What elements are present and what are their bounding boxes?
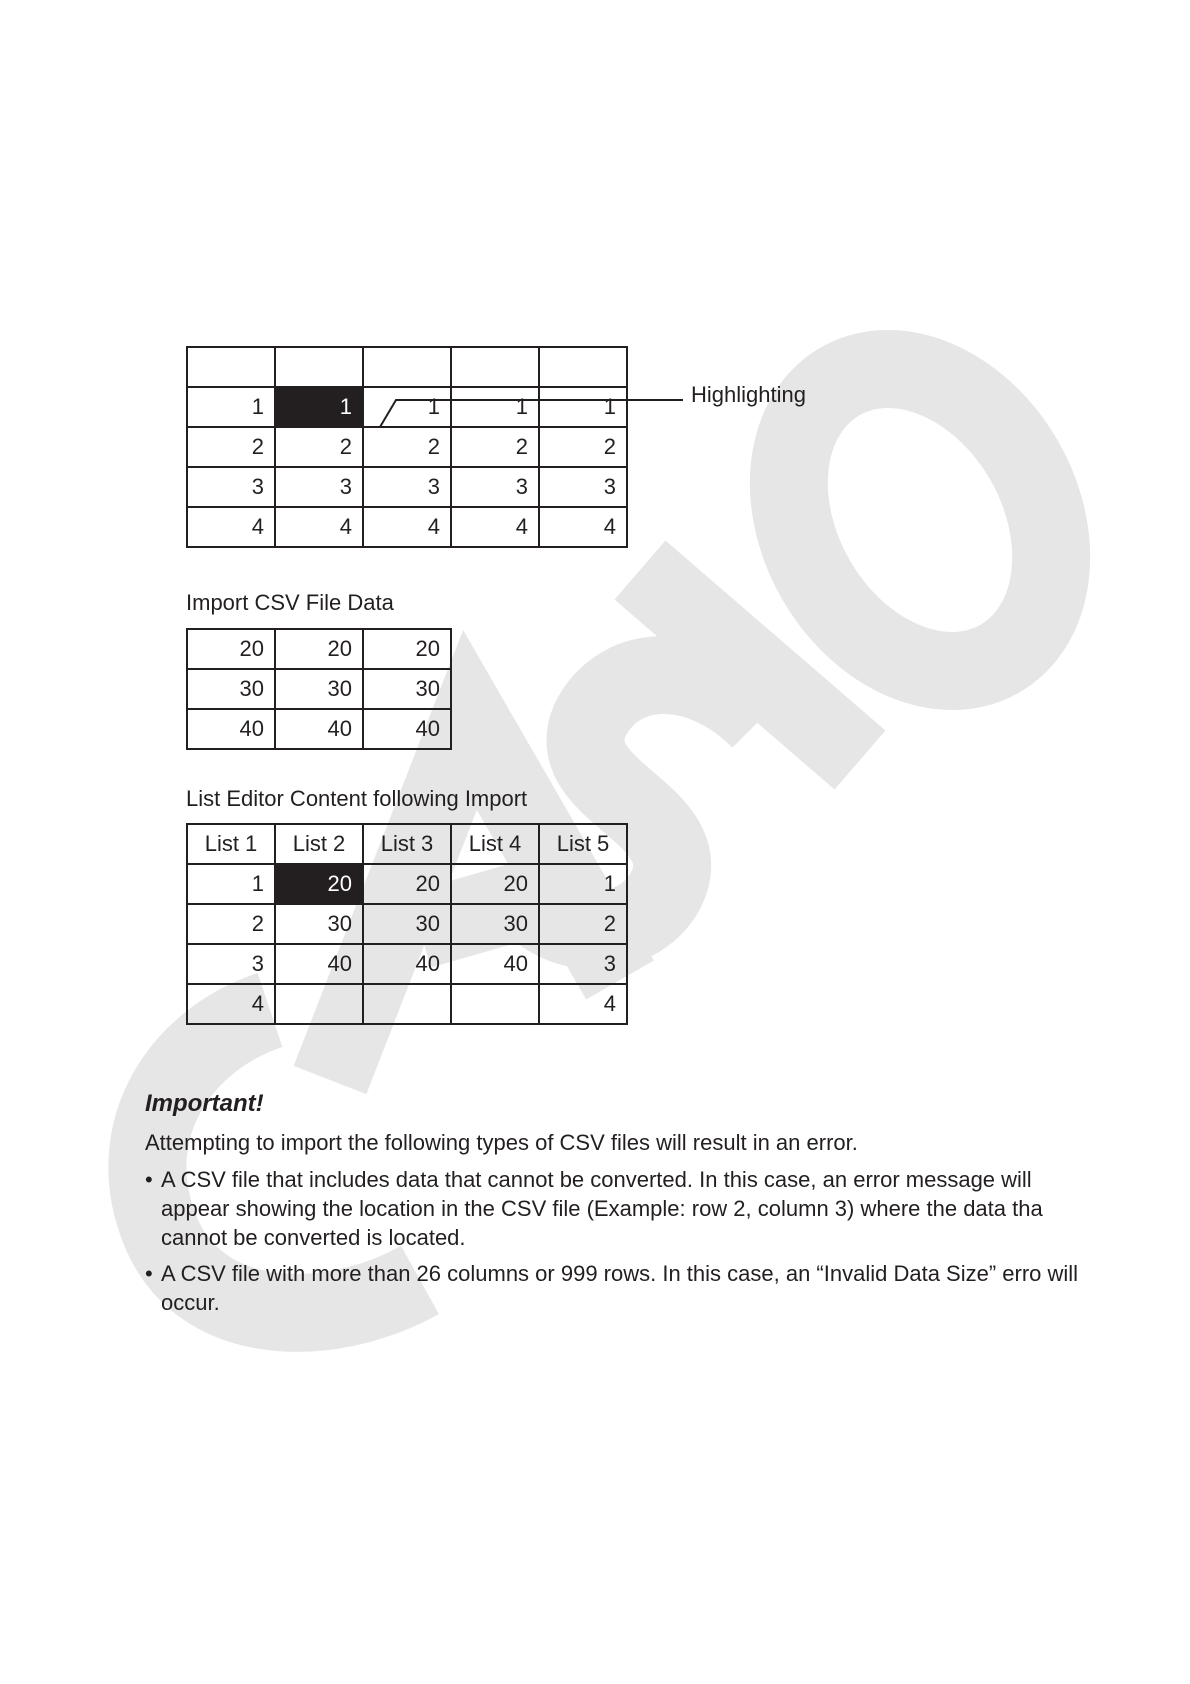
- header-cell: [187, 347, 275, 387]
- table-row: [187, 387, 627, 427]
- table-cell: 1: [539, 864, 627, 904]
- table-cell: 4: [363, 507, 451, 547]
- table-cell: 2: [187, 904, 275, 944]
- table-cell: 1: [187, 864, 275, 904]
- bullet-text: A CSV file with more than 26 columns or 999 rows. In this case, an “Invalid Data Size” erro will occur.: [161, 1261, 1079, 1315]
- table-row: [187, 669, 451, 709]
- table-row: [187, 629, 451, 669]
- table-cell: 30: [187, 669, 275, 709]
- list-editor-after-caption: List Editor Content following Import: [186, 786, 528, 811]
- csv-file-data-table: [186, 628, 452, 750]
- header-cell: [451, 347, 539, 387]
- table-cell: 4: [275, 507, 363, 547]
- table-row: [187, 984, 627, 1024]
- table-cell: 40: [275, 944, 363, 984]
- table-cell: [363, 984, 451, 1024]
- table-cell: 1: [539, 387, 627, 427]
- table-cell: 2: [539, 427, 627, 467]
- table-cell: 30: [275, 669, 363, 709]
- table-cell: 4: [451, 507, 539, 547]
- table-header-row: [187, 347, 627, 387]
- important-intro: Attempting to import the following types of CSV files will result in an error.: [145, 1130, 858, 1155]
- table-row: [187, 944, 627, 984]
- table-header-row: [187, 824, 627, 864]
- table-cell: 40: [187, 709, 275, 749]
- table-cell: 4: [187, 984, 275, 1024]
- table-cell: 3: [275, 467, 363, 507]
- bullet-text: A CSV file that includes data that cannot be converted. In this case, an error message will appear showing the location in the CSV file (Example: row 2, column 3) where the data tha cannot be converted is located.: [161, 1167, 1043, 1250]
- table-cell: 20: [363, 629, 451, 669]
- table-cell: 20: [187, 629, 275, 669]
- table-cell: 2: [275, 427, 363, 467]
- table-cell: 3: [363, 467, 451, 507]
- highlighted-cell: 1: [275, 387, 363, 427]
- table-cell: 20: [275, 629, 363, 669]
- table-row: [187, 709, 451, 749]
- table-row: [187, 904, 627, 944]
- highlighted-cell: 20: [275, 864, 363, 904]
- table-cell: 3: [187, 467, 275, 507]
- table-cell: 4: [187, 507, 275, 547]
- table-cell: 1: [363, 387, 451, 427]
- header-cell: [363, 347, 451, 387]
- important-heading: Important!: [145, 1090, 264, 1117]
- list-item: [145, 1165, 1080, 1252]
- table-cell: 3: [451, 467, 539, 507]
- table-cell: 4: [539, 984, 627, 1024]
- bullet-icon: •: [145, 1167, 153, 1192]
- table-cell: [451, 984, 539, 1024]
- table-cell: 30: [363, 669, 451, 709]
- table-cell: 3: [539, 944, 627, 984]
- list-editor-before-table: [186, 346, 628, 548]
- table-cell: 30: [275, 904, 363, 944]
- bullet-icon: •: [145, 1261, 153, 1286]
- table-cell: 2: [363, 427, 451, 467]
- table-cell: 30: [363, 904, 451, 944]
- table-cell: 3: [539, 467, 627, 507]
- csv-data-caption: Import CSV File Data: [186, 590, 394, 615]
- table-cell: 2: [187, 427, 275, 467]
- header-cell-list-3: List 3: [363, 824, 451, 864]
- header-cell: [275, 347, 363, 387]
- table-row: [187, 427, 627, 467]
- header-cell-list-1: List 1: [187, 824, 275, 864]
- list-editor-after-table: [186, 823, 628, 1025]
- table-row: [187, 864, 627, 904]
- list-item: [145, 1259, 1080, 1317]
- highlighting-label: Highlighting: [691, 382, 806, 407]
- header-cell: [539, 347, 627, 387]
- header-cell-list-2: List 2: [275, 824, 363, 864]
- table-cell: 1: [451, 387, 539, 427]
- table-cell: 20: [451, 864, 539, 904]
- table-cell: 4: [539, 507, 627, 547]
- table-cell: 40: [363, 944, 451, 984]
- table-cell: 1: [187, 387, 275, 427]
- table-cell: 3: [187, 944, 275, 984]
- table-cell: [275, 984, 363, 1024]
- table-cell: 30: [451, 904, 539, 944]
- table-cell: 2: [539, 904, 627, 944]
- table-row: [187, 507, 627, 547]
- table-cell: 20: [363, 864, 451, 904]
- header-cell-list-5: List 5: [539, 824, 627, 864]
- table-cell: 40: [275, 709, 363, 749]
- table-cell: 2: [451, 427, 539, 467]
- table-cell: 40: [363, 709, 451, 749]
- header-cell-list-4: List 4: [451, 824, 539, 864]
- table-cell: 40: [451, 944, 539, 984]
- table-row: [187, 467, 627, 507]
